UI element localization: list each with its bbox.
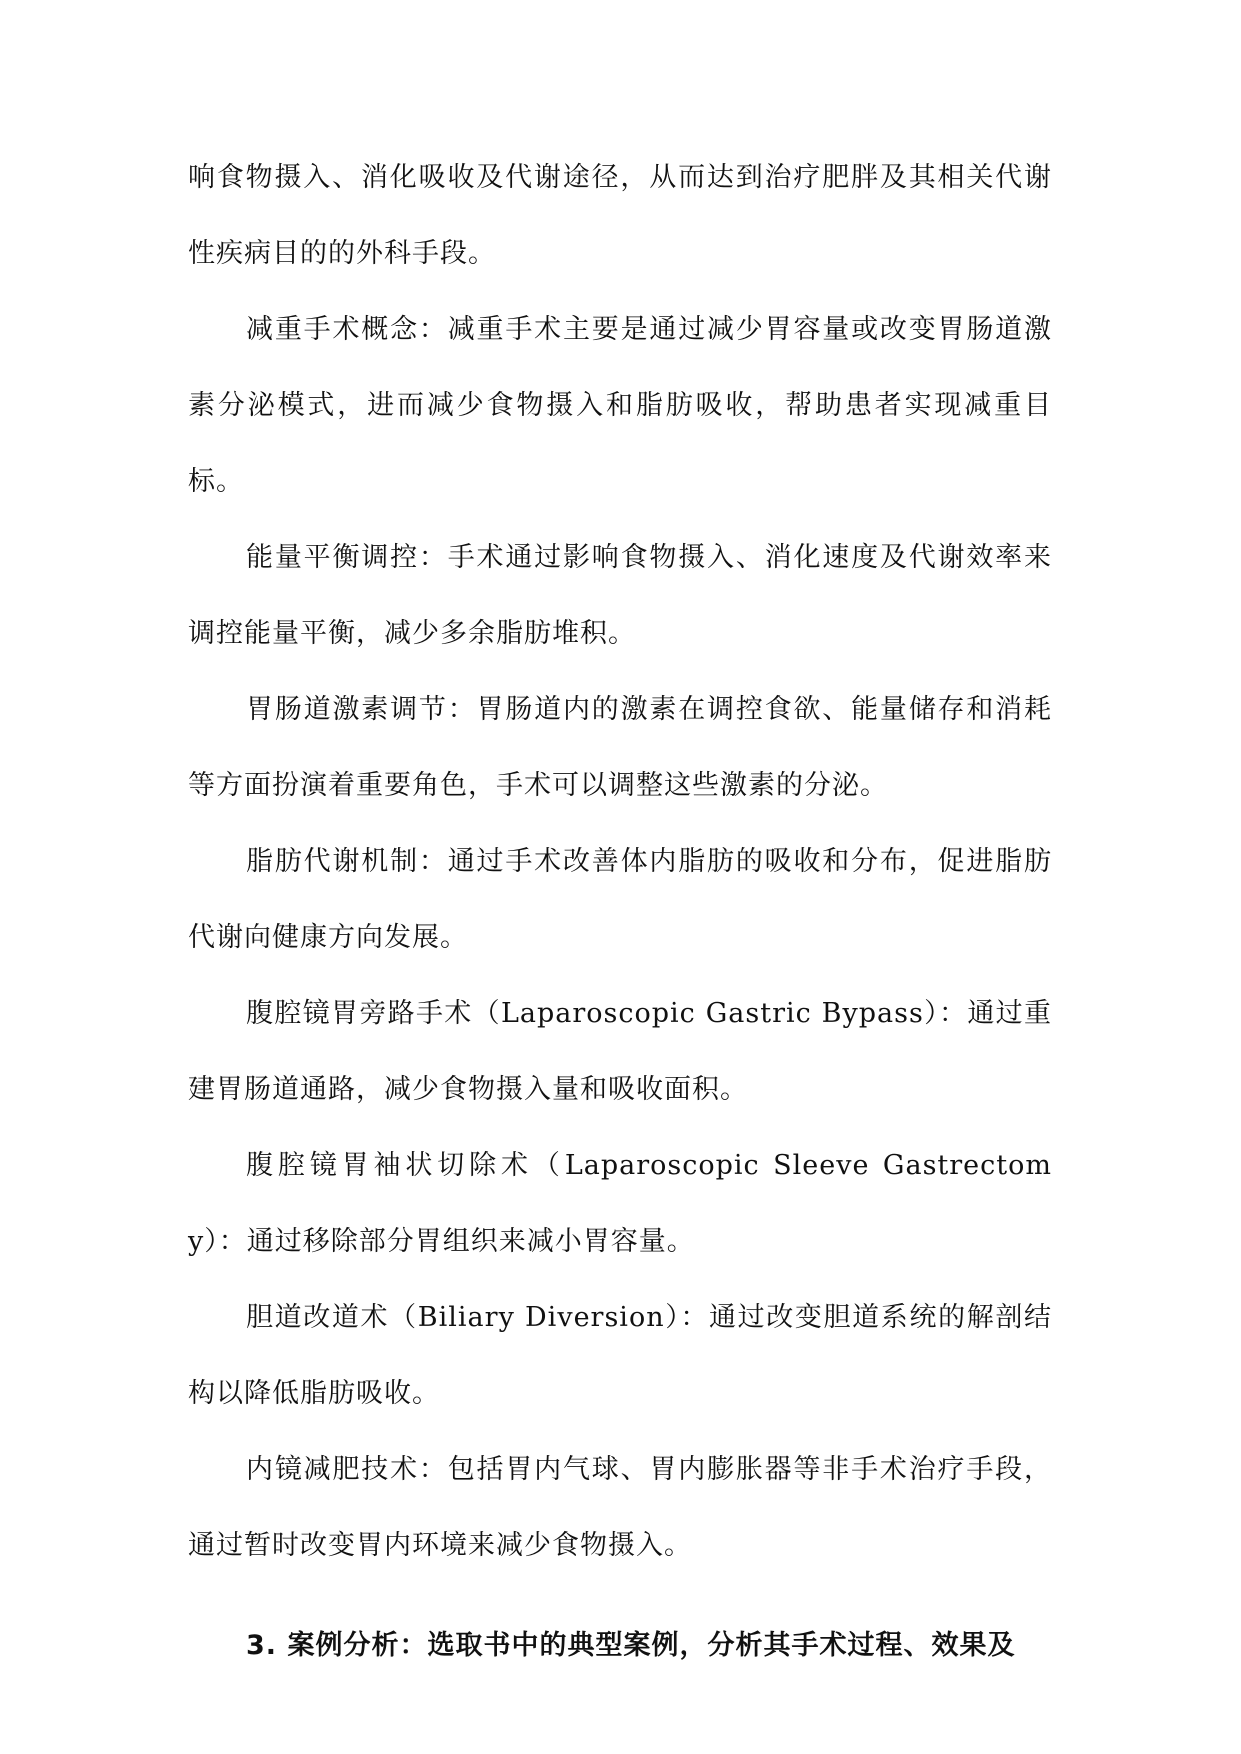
paragraph-surgery-concept: 减重手术概念：减重手术主要是通过减少胃容量或改变胃肠道激素分泌模式，进而减少食物摄入和脂肪吸收，帮助患者实现减重目标。	[188, 314, 1052, 497]
paragraph-gastric-bypass: 腹腔镜胃旁路手术（Laparoscopic Gastric Bypass）：通过重建胃肠道通路，减少食物摄入量和吸收面积。	[188, 998, 1052, 1105]
paragraph-energy-balance: 能量平衡调控：手术通过影响食物摄入、消化速度及代谢效率来调控能量平衡，减少多余脂肪堆积。	[188, 542, 1052, 649]
paragraph-fat-metabolism: 脂肪代谢机制：通过手术改善体内脂肪的吸收和分布，促进脂肪代谢向健康方向发展。	[188, 846, 1052, 953]
paragraph-endoscopic: 内镜减肥技术：包括胃内气球、胃内膨胀器等非手术治疗手段，通过暂时改变胃内环境来减少食物摄入。	[188, 1454, 1052, 1561]
paragraph-hormone-regulation: 胃肠道激素调节：胃肠道内的激素在调控食欲、能量储存和消耗等方面扮演着重要角色，手术可以调整这些激素的分泌。	[188, 694, 1052, 801]
paragraph-biliary-diversion: 胆道改道术（Biliary Diversion）：通过改变胆道系统的解剖结构以降低脂肪吸收。	[188, 1302, 1052, 1409]
document-page	[188, 140, 1052, 1711]
section-heading: 3. 案例分析：选取书中的典型案例，分析其手术过程、效果及	[246, 1630, 1016, 1661]
paragraph-continuation: 响食物摄入、消化吸收及代谢途径，从而达到治疗肥胖及其相关代谢性疾病目的的外科手段。	[188, 162, 1052, 269]
paragraph-sleeve-gastrectomy: 腹腔镜胃袖状切除术（Laparoscopic Sleeve Gastrectomy）：通过移除部分胃组织来减小胃容量。	[188, 1150, 1052, 1257]
